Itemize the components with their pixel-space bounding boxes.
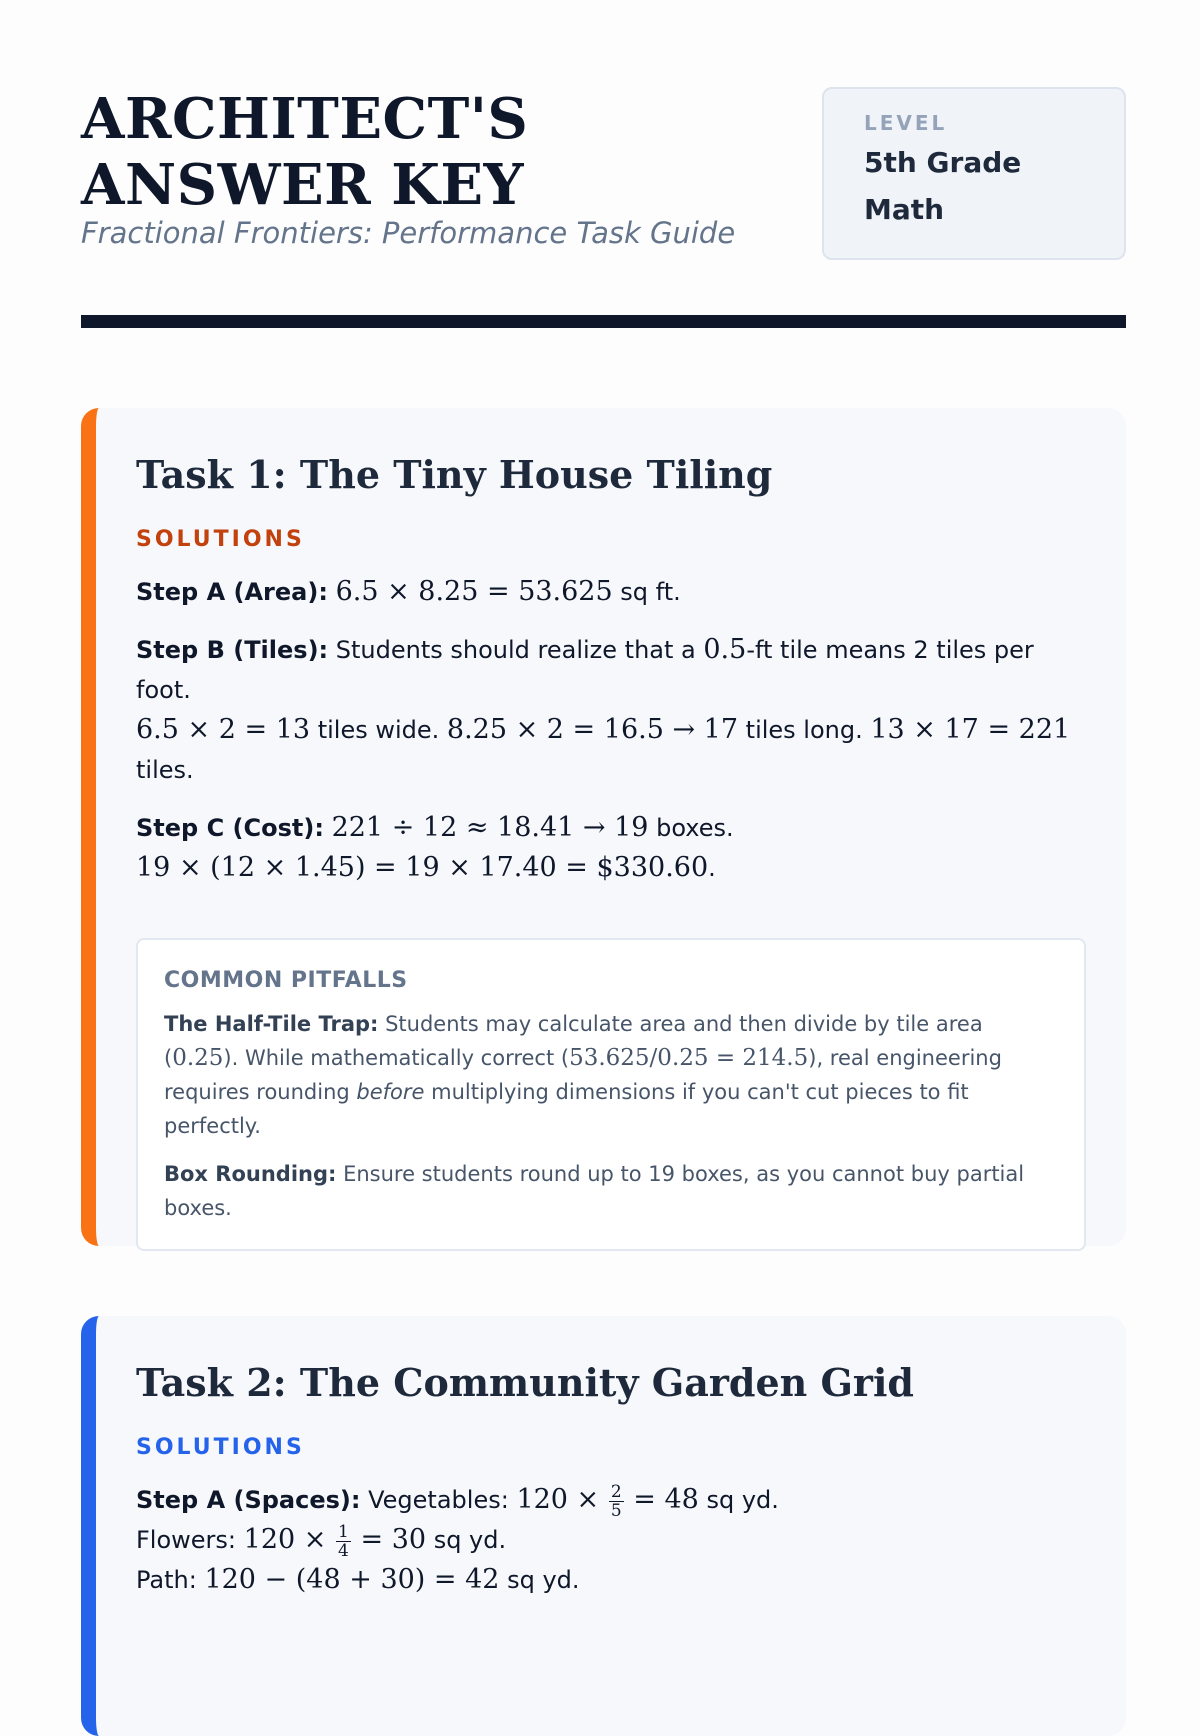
level-label: LEVEL <box>864 111 948 135</box>
step-c-math: 19 × (12 × 1.45) = 19 × 17.40 = $330.60 <box>136 852 709 883</box>
step-c-math: 221 ÷ 12 ≈ 18.41 → 19 <box>331 812 649 843</box>
task2-title: Task 2: The Community Garden Grid <box>136 1360 914 1405</box>
flowers-math: = 30 <box>360 1524 427 1555</box>
pitfall-half-tile <box>164 1007 1058 1143</box>
step-b-text: tiles wide. <box>310 716 447 744</box>
veg-math: = 48 <box>633 1484 699 1515</box>
pitfall-math: 0.25 <box>172 1045 224 1071</box>
path-text: Path: <box>136 1566 205 1594</box>
pitfall-text: multiplying dimensions if you can't cut pieces to fit perfectly. <box>164 1080 969 1138</box>
fraction-denominator: 4 <box>338 1540 349 1561</box>
level-value-line2: Math <box>864 193 945 226</box>
step-b-text: Students should realize that a <box>328 636 704 664</box>
page-subtitle: Fractional Frontiers: Performance Task Guide <box>81 216 736 250</box>
level-value <box>864 139 1084 233</box>
path-unit: sq yd. <box>499 1566 580 1594</box>
step-c-label: Step C (Cost): <box>136 814 324 842</box>
step-a-label: Step A (Area): <box>136 578 328 606</box>
task1-card <box>81 408 1126 1246</box>
task1-step-b <box>136 630 1086 790</box>
pitfall-text: Students may calculate area and then divide by tile area ( <box>164 1012 983 1070</box>
fraction-denominator: 5 <box>610 1500 622 1521</box>
task2-solutions-label: SOLUTIONS <box>136 1435 305 1460</box>
veg-fraction <box>609 1483 624 1520</box>
step-b-math: 6.5 × 2 = 13 <box>136 714 311 745</box>
pitfall-math: 53.625/0.25 = 214.5 <box>569 1045 809 1071</box>
pitfall-text: ). While mathematically correct ( <box>223 1046 570 1070</box>
pitfalls-title: COMMON PITFALLS <box>164 968 408 993</box>
pitfall-label: The Half-Tile Trap: <box>164 1012 379 1036</box>
fraction-numerator: 2 <box>610 1481 622 1502</box>
task1-step-c <box>136 808 1086 888</box>
flowers-math: 120 × <box>243 1524 327 1555</box>
flowers-unit: sq yd. <box>426 1526 507 1554</box>
flowers-fraction <box>336 1523 351 1560</box>
step-b-text: -ft tile means 2 tiles per foot. <box>136 636 1034 704</box>
veg-unit: sq yd. <box>698 1486 779 1514</box>
header-divider <box>81 315 1126 328</box>
veg-math: 120 × <box>516 1484 600 1515</box>
header <box>81 0 1119 330</box>
veg-text: Vegetables: <box>360 1486 517 1514</box>
level-value-line1: 5th Grade <box>864 146 1022 179</box>
flowers-text: Flowers: <box>136 1526 244 1554</box>
task1-solutions-label: SOLUTIONS <box>136 527 305 552</box>
pitfall-box-rounding <box>164 1157 1058 1225</box>
step-a-label: Step A (Spaces): <box>136 1486 361 1514</box>
task1-title: Task 1: The Tiny House Tiling <box>136 452 773 497</box>
pitfall-text: ), real engineering requires rounding <box>164 1046 1002 1104</box>
task2-step-a <box>136 1480 1086 1600</box>
step-b-text: tiles long. <box>738 716 871 744</box>
page-title: ARCHITECT'S ANSWER KEY <box>81 86 529 218</box>
task1-step-a <box>136 572 1086 612</box>
step-c-text: boxes. <box>648 814 734 842</box>
step-a-unit: sq ft. <box>612 578 681 606</box>
step-a-math: 6.5 × 8.25 = 53.625 <box>335 576 613 607</box>
level-box <box>822 87 1126 260</box>
path-math: 120 − (48 + 30) = 42 <box>204 1564 500 1595</box>
common-pitfalls-box <box>136 938 1086 1251</box>
fraction-numerator: 1 <box>338 1521 349 1542</box>
pitfall-label: Box Rounding: <box>164 1162 337 1186</box>
step-c-text: . <box>708 854 716 882</box>
pitfall-emphasis: before <box>356 1080 425 1104</box>
task2-card <box>81 1316 1126 1736</box>
pitfall-text: Ensure students round up to 19 boxes, as you cannot buy partial boxes. <box>164 1162 1025 1220</box>
step-b-math: 13 × 17 = 221 <box>870 714 1071 745</box>
step-b-text: tiles. <box>136 756 194 784</box>
step-b-math: 0.5 <box>703 634 747 665</box>
step-b-math: 8.25 × 2 = 16.5 → 17 <box>446 714 739 745</box>
step-b-label: Step B (Tiles): <box>136 636 329 664</box>
